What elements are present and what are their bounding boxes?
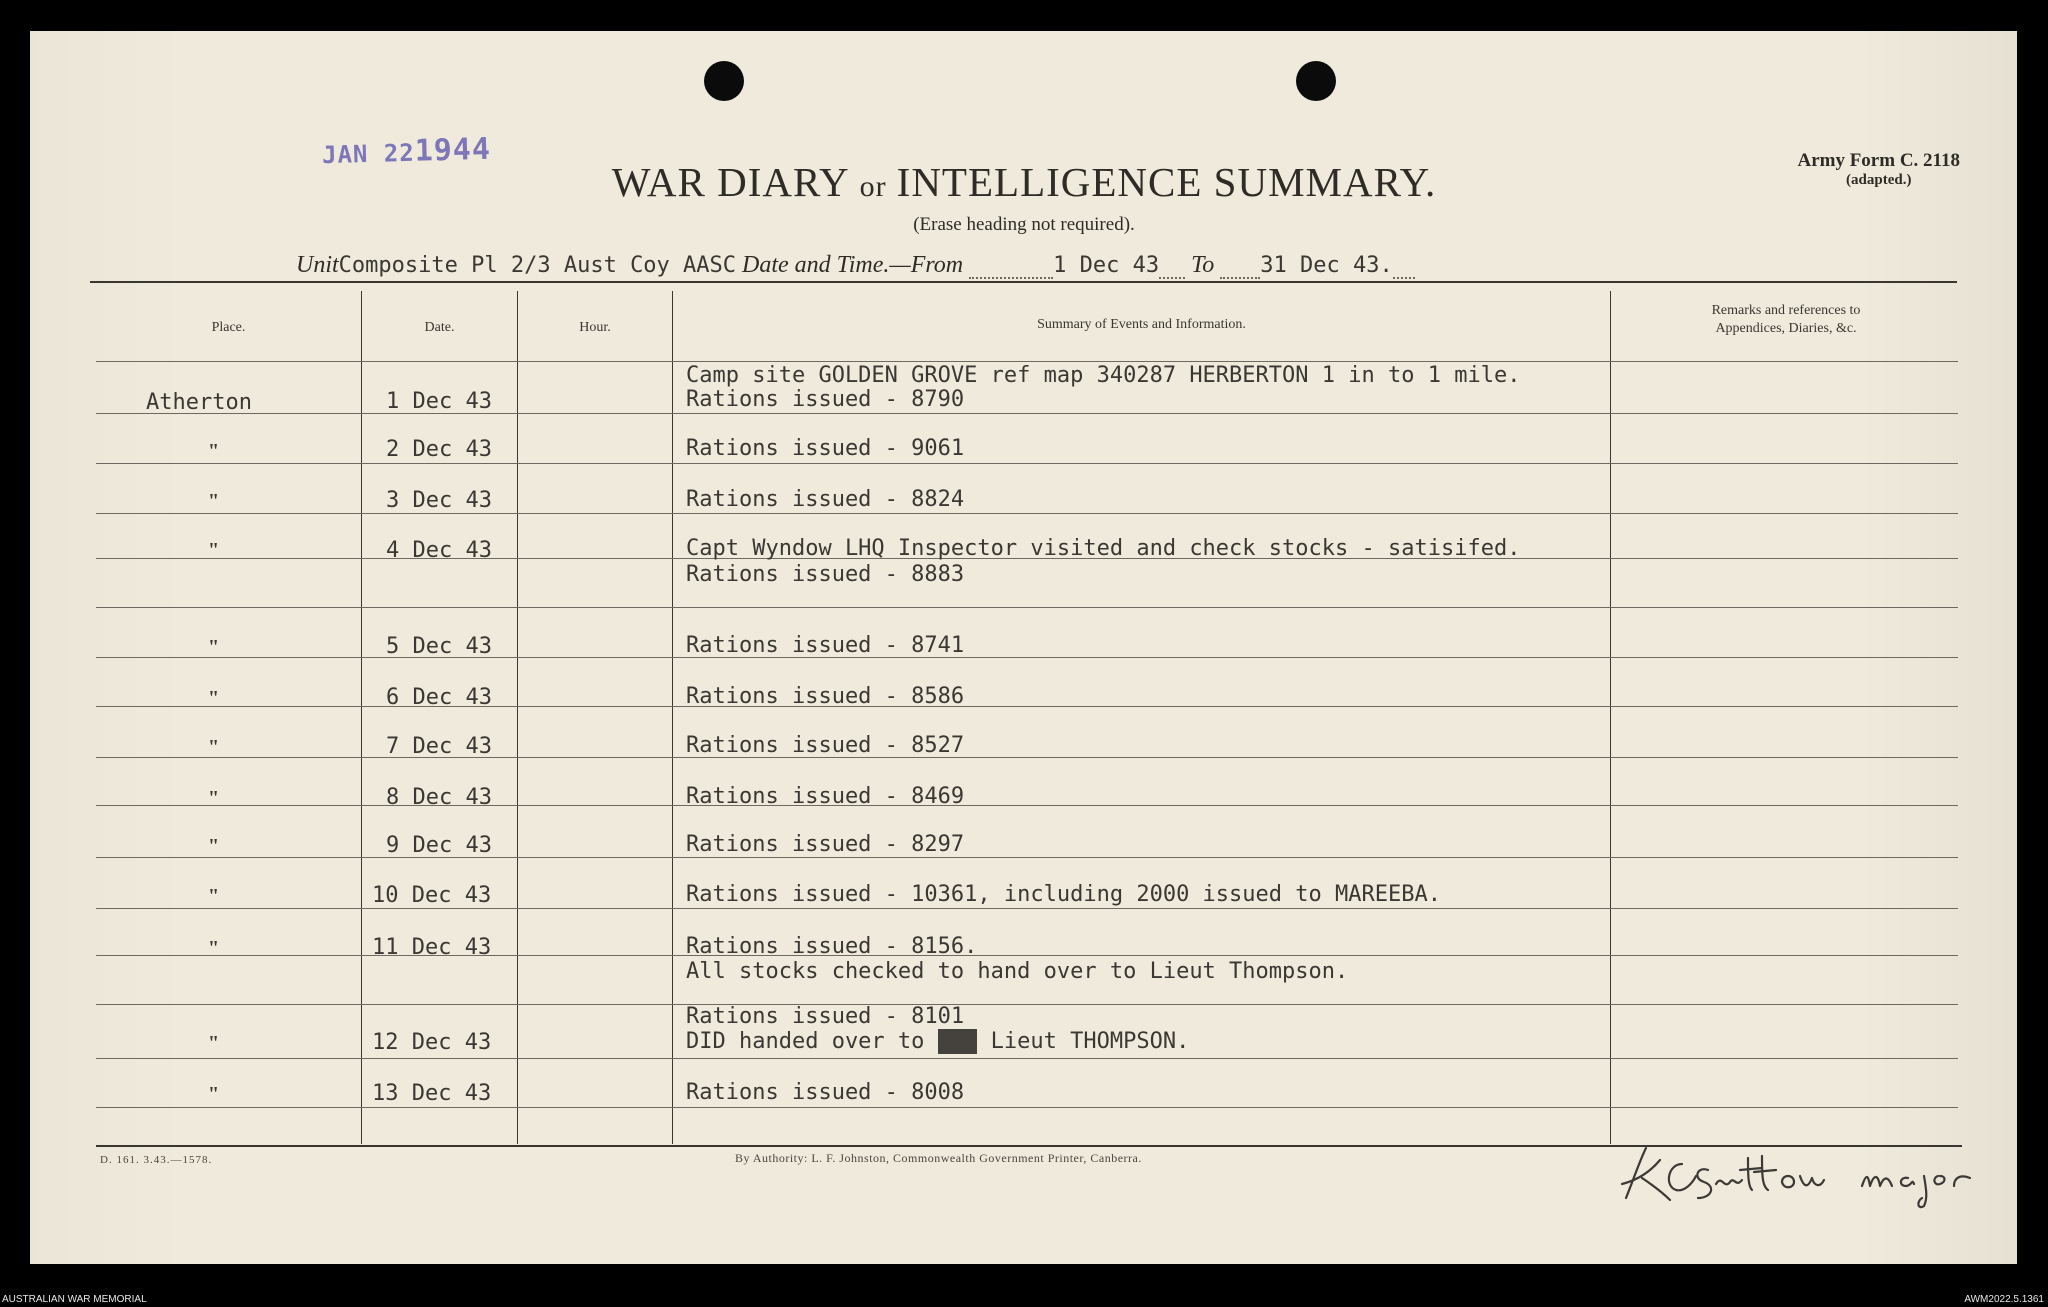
ditto-mark: " bbox=[208, 687, 220, 709]
ruled-line bbox=[96, 463, 1958, 464]
date-cell: 3 Dec 43 bbox=[386, 488, 492, 513]
summary-line: Rations issued - 8008 bbox=[686, 1080, 965, 1105]
ruled-line bbox=[96, 607, 1958, 608]
ruled-line bbox=[96, 361, 1958, 362]
ditto-mark: " bbox=[208, 1083, 220, 1105]
unit-value: Composite Pl 2/3 Aust Coy AASC bbox=[338, 253, 737, 278]
table-top-rule bbox=[90, 281, 1957, 283]
ditto-mark: " bbox=[208, 539, 220, 561]
archive-credit: AUSTRALIAN WAR MEMORIAL bbox=[2, 1294, 147, 1305]
column-divider-hour bbox=[672, 291, 673, 1144]
column-divider-place bbox=[361, 291, 362, 1144]
summary-line: Capt Wyndow LHQ Inspector visited and check stocks - satisifed. bbox=[686, 536, 1521, 561]
date-cell: 2 Dec 43 bbox=[386, 437, 492, 462]
received-date-stamp: JAN 221944 bbox=[321, 131, 492, 170]
ruled-line bbox=[96, 1058, 1958, 1059]
date-cell: 6 Dec 43 bbox=[386, 685, 492, 710]
date-cell: 12 Dec 43 bbox=[372, 1030, 492, 1055]
summary-line: All stocks checked to hand over to Lieut Thompson. bbox=[686, 959, 1349, 984]
print-code: D. 161. 3.43.—1578. bbox=[100, 1154, 213, 1166]
ruled-line bbox=[96, 857, 1958, 858]
date-cell: 9 Dec 43 bbox=[386, 833, 492, 858]
ditto-mark: " bbox=[208, 490, 220, 512]
summary-line: Rations issued - 8586 bbox=[686, 684, 965, 709]
ruled-line bbox=[96, 513, 1958, 514]
punch-hole-left bbox=[704, 61, 744, 101]
date-cell: 10 Dec 43 bbox=[372, 883, 492, 908]
summary-line: Rations issued - 8741 bbox=[686, 633, 965, 658]
ruled-line bbox=[96, 757, 1958, 758]
column-header-place: Place. bbox=[211, 320, 246, 335]
summary-line: DID handed over to xxx Lieut THOMPSON. bbox=[686, 1029, 1190, 1054]
column-header-summary: Summary of Events and Information. bbox=[1037, 317, 1246, 332]
ditto-mark: " bbox=[208, 885, 220, 907]
date-cell: 4 Dec 43 bbox=[386, 538, 492, 563]
to-label: To bbox=[1191, 252, 1215, 278]
ruled-line bbox=[96, 413, 1958, 414]
ruled-line bbox=[96, 805, 1958, 806]
ditto-mark: " bbox=[208, 1032, 220, 1054]
form-number: Army Form C. 2118 (adapted.) bbox=[1797, 150, 1960, 188]
punch-hole-right bbox=[1296, 61, 1336, 101]
ditto-mark: " bbox=[208, 937, 220, 959]
column-divider-summary bbox=[1610, 291, 1611, 1144]
struck-out-text: xxx bbox=[937, 1029, 978, 1054]
date-cell: 13 Dec 43 bbox=[372, 1081, 492, 1106]
from-value: 1 Dec 43 bbox=[1053, 253, 1160, 278]
archive-reference: AWM2022.5.1361 bbox=[1964, 1294, 2044, 1305]
ditto-mark: " bbox=[208, 636, 220, 658]
summary-line: Rations issued - 10361, including 2000 issued to MAREEBA. bbox=[686, 882, 1441, 907]
printer-authority: By Authority: L. F. Johnston, Commonwealth Government Printer, Canberra. bbox=[735, 1151, 1142, 1165]
ruled-line bbox=[96, 1004, 1958, 1005]
date-cell: 7 Dec 43 bbox=[386, 734, 492, 759]
ditto-mark: " bbox=[208, 736, 220, 758]
date-cell: 5 Dec 43 bbox=[386, 634, 492, 659]
ruled-line bbox=[96, 1107, 1958, 1108]
date-cell: 8 Dec 43 bbox=[386, 785, 492, 810]
unit-label: Unit bbox=[296, 252, 339, 278]
summary-line: Rations issued - 8101 bbox=[686, 1004, 965, 1029]
ditto-mark: " bbox=[208, 440, 220, 462]
summary-line: Rations issued - 8469 bbox=[686, 784, 965, 809]
column-divider-date bbox=[517, 291, 518, 1144]
to-value: 31 Dec 43. bbox=[1260, 253, 1393, 278]
column-header-hour: Hour. bbox=[579, 320, 611, 335]
summary-line: Rations issued - 9061 bbox=[686, 436, 965, 461]
summary-line: Camp site GOLDEN GROVE ref map 340287 HERBERTON 1 in to 1 mile. bbox=[686, 363, 1521, 388]
summary-line: Rations issued - 8790 bbox=[686, 387, 965, 412]
place-cell: Atherton bbox=[146, 390, 252, 415]
page-title: WAR DIARY or INTELLIGENCE SUMMARY. bbox=[611, 159, 1437, 205]
date-cell: 1 Dec 43 bbox=[386, 389, 492, 414]
column-header-date: Date. bbox=[424, 320, 455, 335]
date-cell: 11 Dec 43 bbox=[372, 935, 492, 960]
column-header-remarks: Remarks and references to Appendices, Diaries, &c. bbox=[1711, 303, 1861, 337]
summary-line: Rations issued - 8527 bbox=[686, 733, 965, 758]
summary-line: Rations issued - 8297 bbox=[686, 832, 965, 857]
summary-line: Rations issued - 8824 bbox=[686, 487, 965, 512]
ditto-mark: " bbox=[208, 835, 220, 857]
ruled-line bbox=[96, 706, 1958, 707]
date-time-label: Date and Time.—From bbox=[742, 252, 964, 278]
ruled-line bbox=[96, 908, 1958, 909]
ditto-mark: " bbox=[208, 787, 220, 809]
summary-line: Rations issued - 8156. bbox=[686, 934, 978, 959]
summary-line: Rations issued - 8883 bbox=[686, 562, 965, 587]
ruled-line bbox=[96, 657, 1958, 658]
page-subtitle: (Erase heading not required). bbox=[913, 214, 1135, 235]
signature bbox=[1612, 1140, 1992, 1210]
